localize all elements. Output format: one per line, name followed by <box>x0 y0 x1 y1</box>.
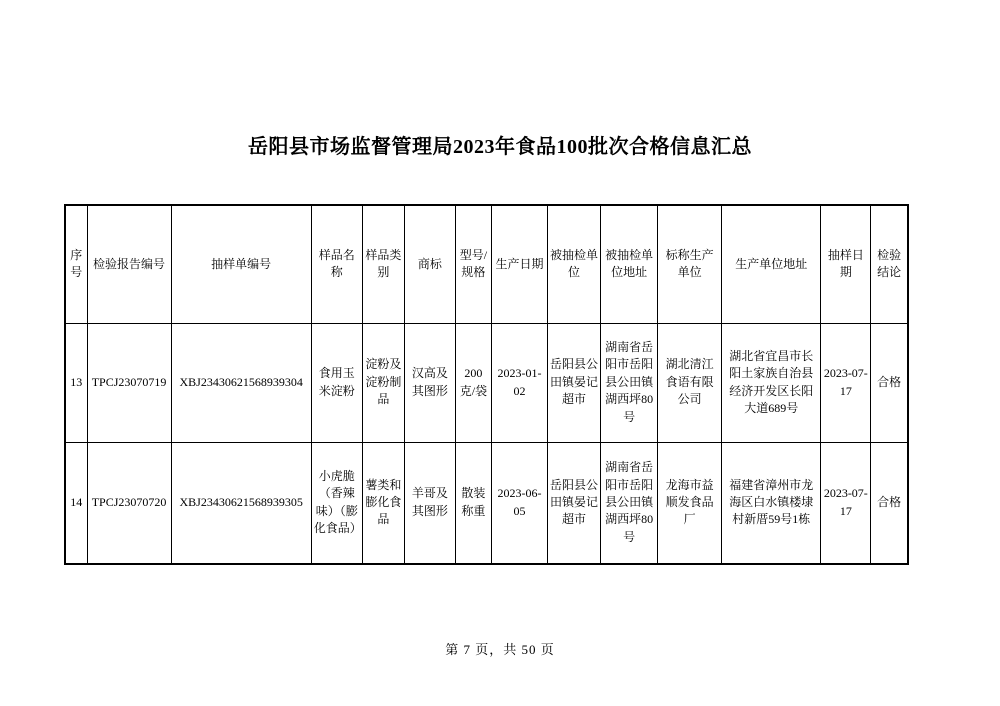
col-header-sampling-form-no: 抽样单编号 <box>171 205 311 323</box>
col-header-sample-category: 样品类别 <box>362 205 404 323</box>
cell-sampling-date: 2023-07-17 <box>821 442 871 564</box>
col-header-sampling-date: 抽样日期 <box>821 205 871 323</box>
table-row <box>65 323 908 442</box>
cell-sample-name: 小虎脆（香辣味）（膨化食品） <box>311 442 362 564</box>
col-header-producer: 标称生产单位 <box>658 205 722 323</box>
cell-model-spec: 散装称重 <box>455 442 491 564</box>
cell-sampling-form-no: XBJ23430621568939305 <box>171 442 311 564</box>
cell-production-date: 2023-06-05 <box>491 442 547 564</box>
cell-sampled-unit: 岳阳县公田镇晏记超市 <box>548 323 601 442</box>
cell-sampling-date: 2023-07-17 <box>821 323 871 442</box>
cell-producer: 龙海市益顺发食品厂 <box>658 442 722 564</box>
cell-model-spec: 200克/袋 <box>455 323 491 442</box>
cell-brand: 羊哥及其图形 <box>404 442 455 564</box>
header-row <box>65 205 908 323</box>
cell-result: 合格 <box>871 323 908 442</box>
cell-serial-no: 14 <box>65 442 87 564</box>
cell-result: 合格 <box>871 442 908 564</box>
col-header-sampled-unit-address: 被抽检单位地址 <box>601 205 658 323</box>
cell-sample-category: 薯类和膨化食品 <box>362 442 404 564</box>
col-header-serial-no: 序号 <box>65 205 87 323</box>
cell-sampling-form-no: XBJ23430621568939304 <box>171 323 311 442</box>
col-header-brand: 商标 <box>404 205 455 323</box>
cell-serial-no: 13 <box>65 323 87 442</box>
cell-producer-address: 福建省漳州市龙海区白水镇楼埭村新厝59号1栋 <box>722 442 821 564</box>
col-header-result: 检验结论 <box>871 205 908 323</box>
cell-brand: 汉高及其图形 <box>404 323 455 442</box>
col-header-sample-name: 样品名称 <box>311 205 362 323</box>
cell-sampled-unit-address: 湖南省岳阳市岳阳县公田镇湖西坪80号 <box>601 323 658 442</box>
cell-report-no: TPCJ23070720 <box>87 442 171 564</box>
col-header-model-spec: 型号/规格 <box>455 205 491 323</box>
cell-sample-category: 淀粉及淀粉制品 <box>362 323 404 442</box>
cell-sample-name: 食用玉米淀粉 <box>311 323 362 442</box>
col-header-sampled-unit: 被抽检单位 <box>548 205 601 323</box>
inspection-results-table <box>64 204 909 565</box>
table-body <box>65 323 908 564</box>
cell-producer-address: 湖北省宜昌市长阳土家族自治县经济开发区长阳大道689号 <box>722 323 821 442</box>
col-header-producer-address: 生产单位地址 <box>722 205 821 323</box>
cell-sampled-unit-address: 湖南省岳阳市岳阳县公田镇湖西坪80号 <box>601 442 658 564</box>
page-number-footer: 第 7 页，共 50 页 <box>445 642 555 657</box>
col-header-report-no: 检验报告编号 <box>87 205 171 323</box>
page-title: 岳阳县市场监督管理局2023年食品100批次合格信息汇总 <box>248 136 752 158</box>
cell-sampled-unit: 岳阳县公田镇晏记超市 <box>548 442 601 564</box>
table-row <box>65 442 908 564</box>
table-header <box>65 205 908 323</box>
cell-producer: 湖北清江食语有限公司 <box>658 323 722 442</box>
cell-production-date: 2023-01-02 <box>491 323 547 442</box>
cell-report-no: TPCJ23070719 <box>87 323 171 442</box>
col-header-production-date: 生产日期 <box>491 205 547 323</box>
